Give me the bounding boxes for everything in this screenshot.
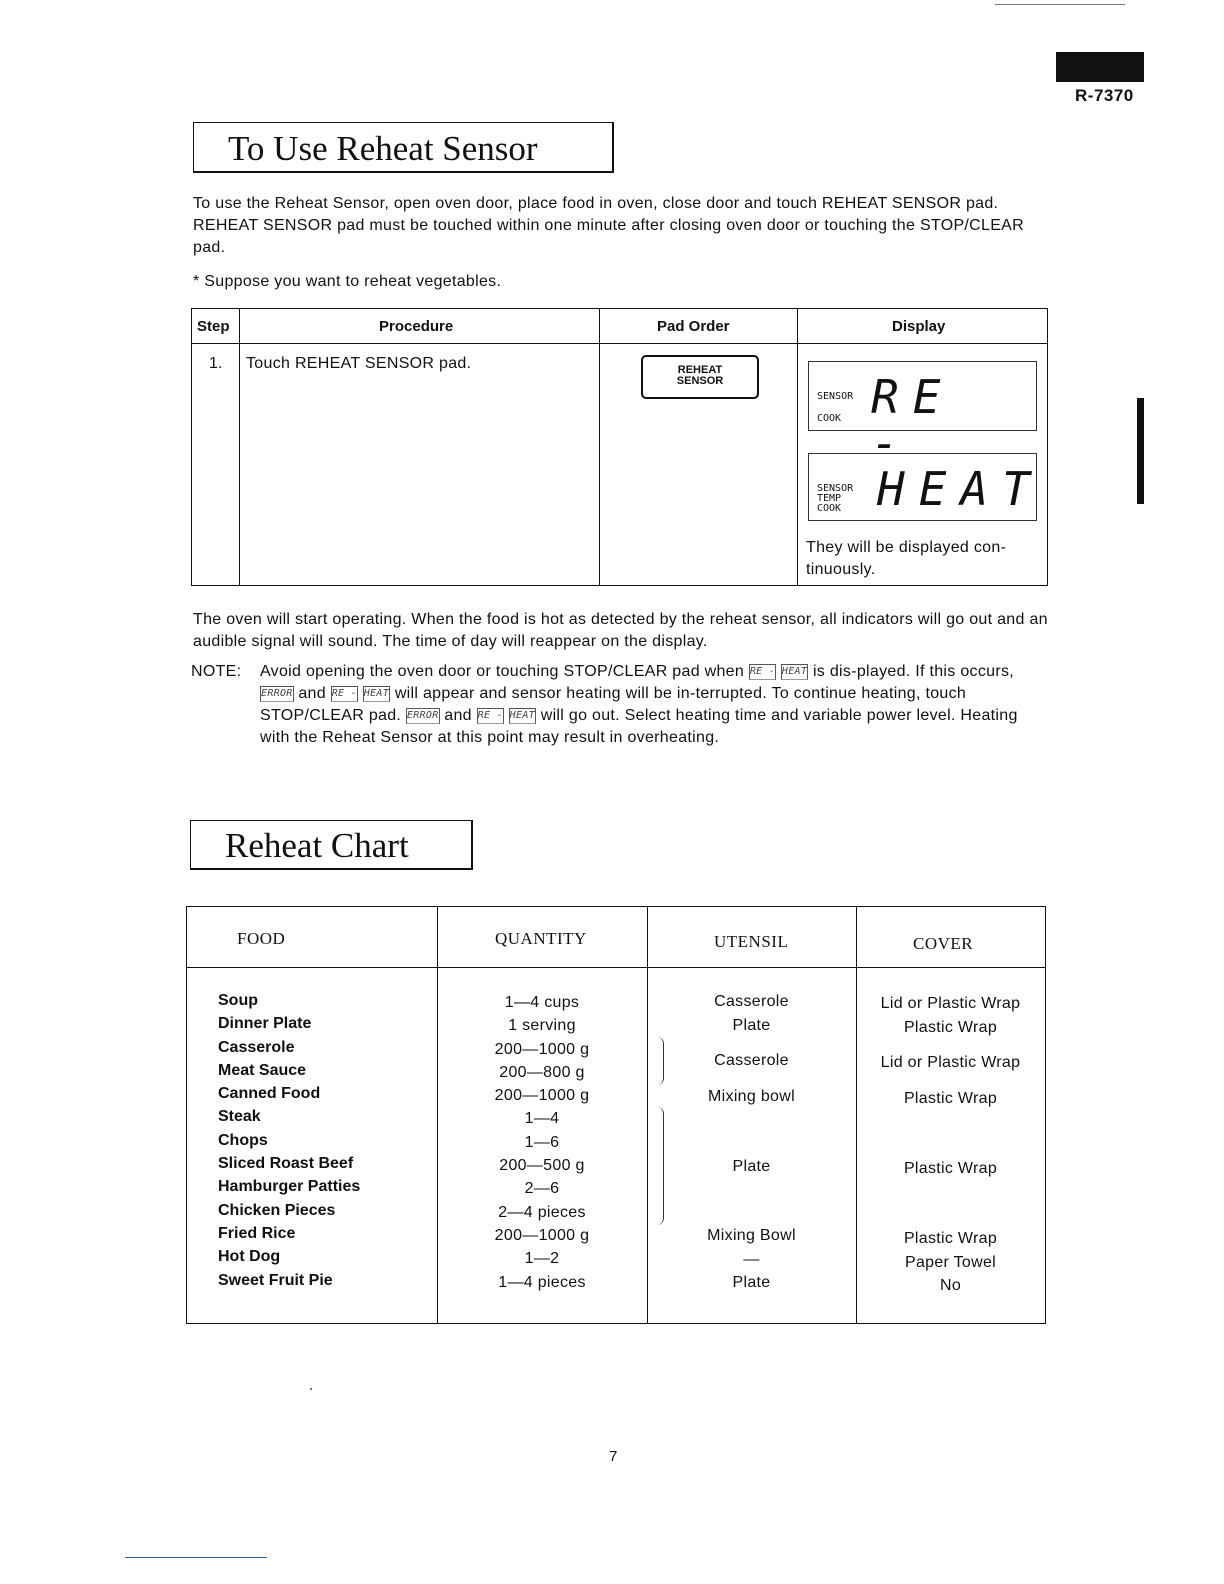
quantity-item: 200—1000 g	[494, 1087, 590, 1105]
cover-item: Lid or Plastic Wrap	[880, 995, 1021, 1012]
intro-paragraph: To use the Reheat Sensor, open oven door, place food in oven, close door and touch REHEAT SENSOR pad. REHEAT SENSOR pad must be touched within one minute after closing oven door or touching the STOP/CLEAR pad.	[193, 195, 1025, 256]
top-hairline	[995, 4, 1125, 5]
cover-item: Plastic Wrap	[903, 1019, 998, 1036]
example-note: * Suppose you want to reheat vegetables.	[193, 273, 502, 290]
header-cover: COVER	[913, 934, 974, 953]
quantity-item: 1—2	[524, 1250, 560, 1268]
header-food: FOOD	[237, 929, 286, 948]
quantity-item: 1—4	[524, 1110, 560, 1128]
food-item: Chops	[218, 1131, 268, 1149]
lcd-re: RE -	[749, 664, 776, 680]
corner-tab-block	[1056, 52, 1144, 82]
quantity-item: 1 serving	[508, 1017, 576, 1035]
lcd-error: ERROR	[260, 686, 294, 702]
utensil-item: Casserole	[714, 993, 789, 1010]
display-panel-heat	[808, 453, 1044, 521]
quantity-item: 200—500 g	[499, 1157, 585, 1175]
cover-item: Lid or Plastic Wrap	[880, 1054, 1021, 1071]
section-title-reheat-sensor: To Use Reheat Sensor	[193, 122, 614, 173]
food-item: Chicken Pieces	[218, 1201, 336, 1219]
food-item: Fried Rice	[218, 1224, 296, 1242]
scan-speck	[310, 1388, 312, 1390]
cover-item: Plastic Wrap	[903, 1090, 998, 1107]
lcd-re: RE -	[331, 686, 358, 702]
indicator-sensor: SENSOR	[817, 391, 854, 402]
note-body: Avoid opening the oven door or touching STOP/CLEAR pad when RE - HEAT is dis-played. If this occurs, ERROR and RE - HEAT will appear and sensor heating will be in-terrupted. To continue heating, touch STOP/CLEAR pad. ERROR and RE - HEAT will go out. Select heating time and variable power level. Heating with the Reheat Sensor at this point may result in overheating.	[260, 663, 1018, 746]
display-digits-re: RE -	[871, 370, 955, 470]
utensil-item: Plate	[732, 1017, 771, 1034]
quantity-item: 1—4 pieces	[498, 1273, 586, 1291]
utensil-item: Mixing Bowl	[707, 1227, 796, 1244]
quantity-item: 2—6	[524, 1180, 560, 1198]
step-number: 1.	[209, 355, 223, 372]
header-display: Display	[892, 318, 946, 335]
operation-paragraph: The oven will start operating. When the food is hot as detected by the reheat sensor, all indicators will go out and an audible signal will sound. The time of day will reappear on the display.	[193, 611, 1048, 650]
utensil-item: —	[743, 1251, 760, 1268]
lcd-heat: HEAT	[781, 664, 808, 680]
reheat-sensor-pad: REHEAT SENSOR	[641, 355, 759, 399]
quantity-item: 200—1000 g	[494, 1226, 590, 1244]
display-digits-heat: HEAT	[877, 462, 1044, 516]
cover-item: Plastic Wrap	[903, 1230, 998, 1247]
lcd-re: RE -	[477, 708, 504, 724]
lcd-error: ERROR	[406, 708, 440, 724]
food-item: Hamburger Patties	[218, 1178, 361, 1196]
header-pad-order: Pad Order	[657, 318, 730, 335]
section-title-reheat-chart: Reheat Chart	[190, 820, 473, 870]
food-item: Dinner Plate	[218, 1015, 312, 1033]
food-item: Steak	[218, 1108, 261, 1126]
reheat-chart-table	[186, 906, 1046, 1324]
food-item: Casserole	[218, 1038, 295, 1056]
food-item: Hot Dog	[218, 1248, 281, 1266]
quantity-item: 200—1000 g	[494, 1040, 590, 1058]
quantity-item: 1—4 cups	[504, 994, 580, 1011]
lcd-heat: HEAT	[363, 686, 390, 702]
header-utensil: UTENSIL	[714, 932, 789, 951]
food-item: Canned Food	[218, 1085, 321, 1103]
quantity-item: 200—800 g	[499, 1063, 585, 1081]
note-label: NOTE:	[191, 663, 242, 680]
header-quantity: QUANTITY	[495, 929, 587, 948]
utensil-item: Casserole	[714, 1052, 789, 1069]
quantity-item: 2—4 pieces	[498, 1203, 586, 1221]
lcd-heat: HEAT	[509, 708, 536, 724]
indicator-sensor: SENSOR	[817, 483, 854, 494]
cover-item: Paper Towel	[904, 1254, 997, 1271]
quantity-column	[437, 991, 647, 1294]
food-column	[218, 989, 360, 1292]
header-procedure: Procedure	[379, 318, 454, 335]
step-table	[191, 308, 1048, 586]
header-step: Step	[197, 318, 230, 335]
indicator-cook: COOK	[817, 503, 842, 514]
edge-index-mark	[1137, 398, 1144, 504]
food-item: Sweet Fruit Pie	[218, 1271, 333, 1289]
display-note: They will be displayed con-tinuously.	[806, 539, 1007, 578]
utensil-item: Mixing bowl	[708, 1088, 795, 1105]
utensil-item: Plate	[732, 1274, 771, 1291]
indicator-cook: COOK	[817, 413, 842, 424]
food-item: Meat Sauce	[218, 1061, 307, 1079]
cover-item: No	[939, 1277, 962, 1294]
food-item: Soup	[218, 992, 258, 1009]
utensil-item: Plate	[732, 1158, 771, 1175]
page-number: 7	[609, 1448, 618, 1465]
cover-item: Plastic Wrap	[903, 1160, 998, 1177]
procedure-text: Touch REHEAT SENSOR pad.	[246, 355, 472, 372]
model-number: R-7370	[1075, 86, 1134, 105]
indicator-temp: TEMP	[817, 493, 842, 504]
footer-line	[125, 1557, 267, 1558]
display-panel-re	[808, 361, 1037, 470]
quantity-item: 1—6	[524, 1133, 560, 1151]
food-item: Sliced Roast Beef	[218, 1155, 354, 1173]
